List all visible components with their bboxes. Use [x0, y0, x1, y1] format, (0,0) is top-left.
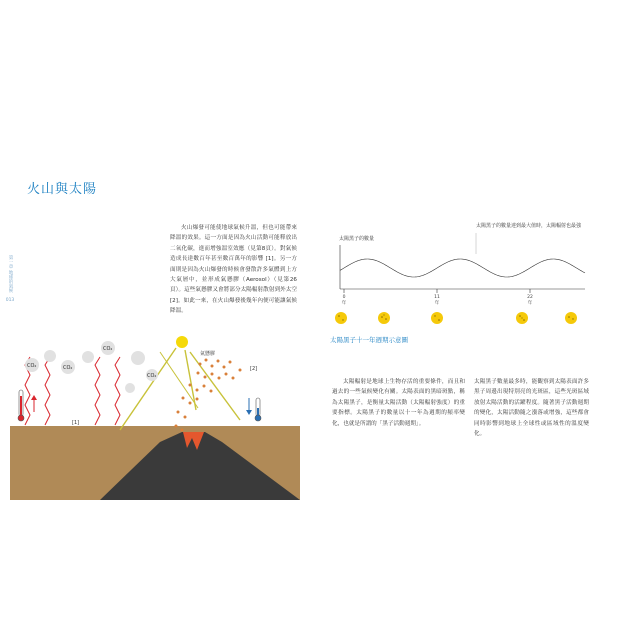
chapter-label: 第一章 地球的氣候: [8, 255, 13, 293]
page-number: 013: [5, 298, 15, 304]
co2-label: CO₂: [63, 365, 73, 371]
heat-wave: [45, 357, 50, 425]
year-label: 0 年: [341, 295, 347, 306]
chart-annotation: 太陽黑子的數量達到最大值時，太陽輻射也最強: [476, 223, 582, 229]
label-1: [1]: [72, 420, 80, 426]
thermometer-cool-icon: [246, 398, 261, 421]
reflected-ray: [160, 352, 198, 408]
sunlight-ray: [190, 352, 240, 420]
co2-label: CO₂: [147, 373, 157, 379]
chart-ylabel: 太陽黑子的數量: [339, 236, 375, 242]
sun-paragraph-1: 太陽輻射是地球上生物存活的重要條件，而且和過去的一些氣候變化有關。太陽表面的黑暗斑點，稱為太陽黑子，是衡量太陽活動（太陽輻射強度）的重要指標。太陽黑子的數量以十一年為週期的頻率變化，也就是所謂的「黑子活動週期」。: [332, 379, 465, 427]
heat-wave: [95, 357, 100, 425]
sun-icon: [176, 336, 188, 348]
aerosol-dots: [175, 359, 242, 432]
volcano-paragraph: 火山爆發可能使地球氣候升溫，但也可能帶來降溫的效果。這一方面是因為火山活動可能釋放出二氧化碳，進而增強溫室效應（見第8頁）。對氣候造成長達數百年甚至數百萬年的影響 [1]。另一方面則是因為火山爆發的時候會發散許多氣體到上方大氣層中，並形成氣懸膠（Aerosol）（見第26頁）。這些氣懸膠又會將部分太陽輻射散射到外太空 [2]。如此一來，在火山爆發後幾年內便可能讓氣候降溫。: [170, 225, 297, 315]
page-title: 火山與太陽: [27, 182, 98, 197]
year-label: 11 年: [434, 295, 440, 306]
year-label: 22 年: [527, 295, 533, 306]
label-2: [2]: [250, 366, 258, 372]
running-sidebar: [4, 255, 16, 304]
aerosol-label: 氣懸膠: [200, 351, 216, 357]
heat-wave: [115, 357, 120, 425]
thermometer-warm-icon: [18, 390, 37, 421]
figure-caption: 太陽黑子十一年週期示意圖: [330, 336, 408, 344]
sunspots: [338, 314, 574, 320]
cycle-chart: [335, 233, 585, 324]
sun-icons: [335, 312, 577, 324]
sun-paragraph-2: 太陽黑子數量最多時，能觀察到太陽表面許多黑子周邊出現特別亮的光斑區，這些光斑區域放射太陽活動的活躍程度。隨著黑子活動週期的變化，太陽活動隨之漲落或增強，這些都會同時影響到地球上全球性或區域性的溫度變化。: [474, 379, 589, 438]
co2-label: CO₂: [27, 363, 37, 369]
co2-label: CO₂: [103, 346, 113, 352]
sunspot-curve: [340, 259, 585, 277]
